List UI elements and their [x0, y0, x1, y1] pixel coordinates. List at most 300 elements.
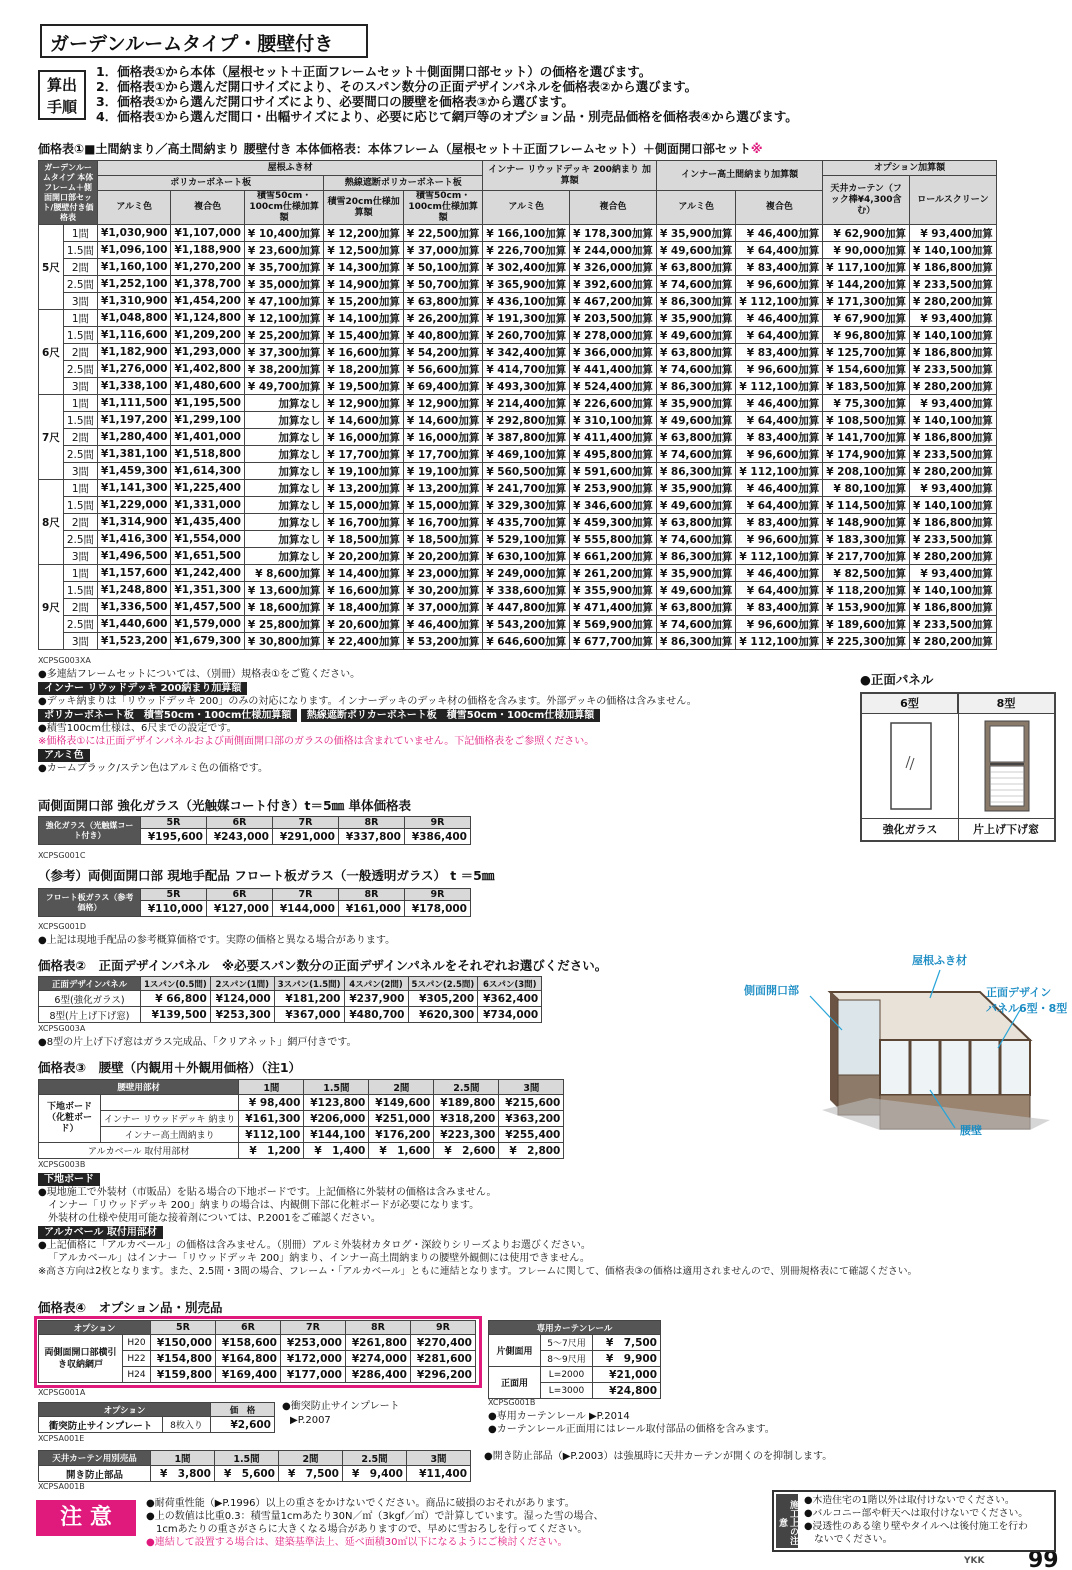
price-cell: ¥1,402,800	[171, 361, 244, 378]
table-row: 8〜9尺用 ¥ 9,900	[489, 1351, 661, 1367]
width-label: 2.5間	[63, 531, 97, 548]
price-cell: ¥ 661,200加算	[570, 548, 657, 565]
price-cell: ¥ 183,500加算	[823, 378, 910, 395]
price-cell: ¥ 56,600加算	[403, 361, 482, 378]
price-cell: ¥ 96,600加算	[736, 361, 823, 378]
rail-note-1: ●専用カーテンレール ▶P.2014	[488, 1411, 630, 1422]
table-row: 両側面開口部横引き収納網戸 H20 ¥150,000 ¥158,600 ¥253,000 ¥261,800 ¥270,400	[39, 1335, 476, 1351]
steps-badge: 算出 手順	[38, 70, 86, 120]
price-cell: ¥ 46,400加算	[736, 310, 823, 327]
price-cell: ¥ 74,600加算	[656, 361, 735, 378]
table-row	[39, 225, 997, 242]
price-cell: ¥ 46,400加算	[736, 395, 823, 412]
table1-notes: ●多連結フレームセットについては、（別冊）規格表①をご覧ください。 インナー リウッドデッキ 200納まり加算額 ●デッキ納まりは「リウッドデッキ 200」のみの対応になります。インナーデッキのデッキ材の価格を含みます。外部デッキの価格は含みません。 ポリカーボネート板 積雪50cm・100cm仕様加算額 熱線遮断ポリカーボネート板 積雪50cm・100cm仕様加算額 ●積雪100cm仕様は、6尺までの設定です。 ※価格表①には正面デザインパネルおよび両側面開口部のガラスの価格は含まれていません。下記価格表をご参照ください。 アルミ色 ●カームブラック/ステン色はアルミ色の価格です。	[38, 669, 697, 774]
price-cell: ¥ 411,400加算	[570, 429, 657, 446]
price-cell: ¥ 189,600加算	[823, 616, 910, 633]
price-cell: ¥ 14,300加算	[324, 259, 403, 276]
tempered-glass-panel-icon	[890, 722, 932, 810]
price-cell: ¥1,351,300	[171, 582, 244, 599]
attention-badge: 注 意	[36, 1500, 136, 1536]
price-cell: ¥ 114,500加算	[823, 497, 910, 514]
price-cell: ¥ 63,800加算	[656, 429, 735, 446]
table-row: アルカベール 取付用部材 ¥ 1,200 ¥ 1,400 ¥ 1,600 ¥ 2,600 ¥ 2,800	[39, 1143, 564, 1159]
price-cell: ¥1,679,300	[171, 633, 244, 650]
price-cell: ¥1,111,500	[98, 395, 171, 412]
width-label: 2間	[63, 429, 97, 446]
diagram-label-side: 側面開口部	[744, 984, 799, 997]
table1-col-high-alumi: アルミ色	[656, 191, 735, 225]
size-label: 7尺	[39, 395, 64, 480]
price-cell: ¥ 366,000加算	[570, 344, 657, 361]
table1-code: XCPSG003XA	[38, 656, 91, 665]
sash-window-panel-icon	[984, 720, 1030, 812]
price-cell: ¥ 25,800加算	[244, 616, 323, 633]
price-cell: ¥ 280,200加算	[910, 378, 997, 395]
price-cell: ¥ 86,300加算	[656, 293, 735, 310]
price-cell: ¥1,440,600	[98, 616, 171, 633]
width-label: 3間	[63, 633, 97, 650]
price-cell: ¥ 112,100加算	[736, 548, 823, 565]
price-cell: ¥ 186,800加算	[910, 344, 997, 361]
width-label: 1間	[63, 565, 97, 582]
price-cell: ¥ 96,800加算	[823, 327, 910, 344]
price-cell: ¥ 12,100加算	[244, 310, 323, 327]
price-cell: ¥ 225,300加算	[823, 633, 910, 650]
price-cell: ¥ 17,700加算	[324, 446, 403, 463]
table1-group-roof: 屋根ふき材	[98, 161, 483, 176]
width-label: 2.5間	[63, 276, 97, 293]
price-cell: ¥ 46,400加算	[736, 480, 823, 497]
price-cell: ¥ 63,800加算	[403, 293, 482, 310]
table1-group-poly: ポリカーボネート板	[98, 176, 324, 191]
price-cell: ¥1,276,000	[98, 361, 171, 378]
price-cell: ¥ 14,100加算	[324, 310, 403, 327]
price-cell: ¥ 310,100加算	[570, 412, 657, 429]
curtain-rail-table	[488, 1320, 661, 1399]
garden-room-diagram	[730, 950, 1060, 1150]
price-cell: ¥ 326,000加算	[570, 259, 657, 276]
price-cell: ¥ 16,600加算	[324, 582, 403, 599]
price-cell: ¥1,518,800	[171, 446, 244, 463]
price-cell: ¥ 19,500加算	[324, 378, 403, 395]
price-cell: ¥1,579,000	[171, 616, 244, 633]
price-cell: ¥ 75,300加算	[823, 395, 910, 412]
price-cell: ¥ 329,300加算	[483, 497, 570, 514]
price-cell: ¥ 17,700加算	[403, 446, 482, 463]
price-cell: ¥ 74,600加算	[656, 616, 735, 633]
table2-corner: 正面デザインパネル	[39, 977, 141, 991]
price-cell: ¥ 14,900加算	[324, 276, 403, 293]
page-number: 99	[1028, 1552, 1059, 1570]
price-cell: ¥ 10,400加算	[244, 225, 323, 242]
price-cell: ¥ 8,600加算	[244, 565, 323, 582]
price-cell: ¥ 35,900加算	[656, 480, 735, 497]
price-cell: ¥1,188,900	[171, 242, 244, 259]
width-label: 1.5間	[63, 497, 97, 514]
price-cell: ¥ 64,400加算	[736, 412, 823, 429]
price-cell: ¥ 15,200加算	[324, 293, 403, 310]
glass2-rowhead: フロート板ガラス（参考価格）	[39, 889, 141, 917]
price-cell: ¥ 82,500加算	[823, 565, 910, 582]
table-row	[39, 531, 997, 548]
table1-group-opt: オプション加算額	[823, 161, 997, 176]
price-cell: ¥ 86,300加算	[656, 633, 735, 650]
table2-note: ●8型の片上げ下げ窓はガラス完成品、「クリアネット」網戸付きです。	[38, 1037, 357, 1048]
price-cell: ¥ 35,900加算	[656, 225, 735, 242]
price-cell: ¥ 186,800加算	[910, 259, 997, 276]
rail-title: 専用カーテンレール	[489, 1321, 661, 1335]
price-cell: ¥ 302,400加算	[483, 259, 570, 276]
price-cell: ¥1,310,900	[98, 293, 171, 310]
price-cell: ¥1,197,200	[98, 412, 171, 429]
table-row: 下地ボード（化粧ボード） ¥ 98,400 ¥123,800 ¥149,600 ¥189,800 ¥215,600	[39, 1095, 564, 1111]
install-precautions-box: 施工上の注意 ●木造住宅の1階以外は取付けないでください。 ●バルコニー部や軒天へは取付けないでください。 ●浸透性のある塗り壁やタイルへは後付施工を行わ ないでください。	[772, 1490, 1056, 1552]
price-cell: ¥1,331,000	[171, 497, 244, 514]
price-cell: ¥ 20,200加算	[324, 548, 403, 565]
price-cell: ¥ 117,100加算	[823, 259, 910, 276]
price-cell: ¥ 226,600加算	[570, 395, 657, 412]
glass2-table: フロート板ガラス（参考価格） 5R 6R 7R 8R 9R ¥110,000 ¥127,000 ¥144,000 ¥161,000 ¥178,000	[38, 888, 471, 917]
price-cell: ¥ 233,500加算	[910, 276, 997, 293]
table-row	[39, 344, 997, 361]
price-cell: ¥1,314,900	[98, 514, 171, 531]
table-row	[39, 599, 997, 616]
price-cell: ¥ 280,200加算	[910, 293, 997, 310]
price-cell: ¥1,048,800	[98, 310, 171, 327]
price-cell: ¥1,195,500	[171, 395, 244, 412]
glass2-code: XCPSG001D	[38, 922, 87, 931]
price-cell: ¥ 46,400加算	[736, 225, 823, 242]
steps-list	[96, 64, 956, 124]
price-cell: ¥ 471,400加算	[570, 599, 657, 616]
price-cell: ¥ 19,100加算	[403, 463, 482, 480]
option-price-table: オプション 5R 6R 7R 8R 9R 両側面開口部横引き収納網戸 H20 ¥150,000 ¥158,600 ¥253,000 ¥261,800 ¥270,400 H22 ¥154,800 ¥164,800 ¥172,000 ¥274,000 ¥281,600 H24 ¥159,800 ¥169,400 ¥177,000 ¥286,400 ¥296,200	[38, 1320, 476, 1383]
table1-col-roll: ロールスクリーン	[910, 176, 997, 225]
price-cell: 加算なし	[244, 480, 323, 497]
price-cell: ¥ 249,000加算	[483, 565, 570, 582]
price-cell: ¥ 23,600加算	[244, 242, 323, 259]
front-panel-box: 6型 8型 強化ガラス 片上げ下げ窓	[860, 692, 1056, 842]
price-cell: ¥ 467,200加算	[570, 293, 657, 310]
price-cell: ¥ 183,300加算	[823, 531, 910, 548]
width-label: 1間	[63, 225, 97, 242]
price-cell: ¥ 469,100加算	[483, 446, 570, 463]
price-cell: ¥ 83,400加算	[736, 429, 823, 446]
table-row	[39, 480, 997, 497]
price-cell: ¥ 50,100加算	[403, 259, 482, 276]
width-label: 2.5間	[63, 616, 97, 633]
price-cell: ¥1,496,500	[98, 548, 171, 565]
rail-code: XCPSG001B	[488, 1398, 536, 1407]
price-cell: 加算なし	[244, 514, 323, 531]
price-cell: ¥ 18,200加算	[324, 361, 403, 378]
price-cell: ¥ 560,500加算	[483, 463, 570, 480]
price-cell: 加算なし	[244, 463, 323, 480]
price-cell: ¥ 555,800加算	[570, 531, 657, 548]
price-cell: 加算なし	[244, 429, 323, 446]
price-cell: ¥ 435,700加算	[483, 514, 570, 531]
price-cell: 加算なし	[244, 412, 323, 429]
price-cell: ¥ 233,500加算	[910, 616, 997, 633]
price-cell: ¥ 125,700加算	[823, 344, 910, 361]
table-row	[39, 310, 997, 327]
price-cell: ¥1,252,100	[98, 276, 171, 293]
price-cell: 加算なし	[244, 548, 323, 565]
price-cell: ¥1,401,000	[171, 429, 244, 446]
price-cell: ¥1,270,200	[171, 259, 244, 276]
price-cell: ¥ 140,100加算	[910, 412, 997, 429]
width-label: 1.5間	[63, 327, 97, 344]
price-cell: ¥ 112,100加算	[736, 633, 823, 650]
price-cell: ¥ 49,600加算	[656, 497, 735, 514]
price-cell: ¥ 63,800加算	[656, 344, 735, 361]
width-label: 2間	[63, 344, 97, 361]
price-cell: ¥ 186,800加算	[910, 599, 997, 616]
table3-title: 価格表③ 腰壁（内観用＋外観用価格）（注1）	[38, 1060, 302, 1075]
table1-col-snow50: 積雪50cm・100cm仕様加算額	[244, 191, 323, 225]
price-cell: ¥ 15,400加算	[324, 327, 403, 344]
price-cell: ¥ 217,700加算	[823, 548, 910, 565]
price-cell: ¥ 280,200加算	[910, 463, 997, 480]
table-row	[39, 514, 997, 531]
price-cell: ¥ 15,000加算	[403, 497, 482, 514]
price-cell: ¥ 30,200加算	[403, 582, 482, 599]
price-cell: ¥1,248,800	[98, 582, 171, 599]
table-row: L=3000 ¥24,800	[489, 1383, 661, 1399]
table-row	[39, 582, 997, 599]
table4-code: XCPSG001A	[38, 1388, 86, 1397]
table-row: 衝突防止サインプレート 8枚入り ¥2,600	[39, 1417, 275, 1433]
price-cell: ¥ 174,900加算	[823, 446, 910, 463]
price-cell: ¥ 140,100加算	[910, 582, 997, 599]
glass1-title: 両側面開口部 強化ガラス（光触媒コート付き）t＝5㎜ 単体価格表	[38, 798, 412, 813]
price-cell: ¥ 37,000加算	[403, 599, 482, 616]
price-cell: ¥ 338,600加算	[483, 582, 570, 599]
price-cell: ¥ 630,100加算	[483, 548, 570, 565]
price-cell: ¥ 569,900加算	[570, 616, 657, 633]
price-cell: ¥1,030,900	[98, 225, 171, 242]
price-cell: ¥ 524,400加算	[570, 378, 657, 395]
size-label: 5尺	[39, 225, 64, 310]
width-label: 3間	[63, 378, 97, 395]
price-cell: ¥ 108,500加算	[823, 412, 910, 429]
table1-body	[39, 225, 997, 650]
price-cell: ¥ 35,000加算	[244, 276, 323, 293]
price-cell: ¥ 112,100加算	[736, 378, 823, 395]
price-cell: ¥ 50,700加算	[403, 276, 482, 293]
price-cell: ¥1,182,900	[98, 344, 171, 361]
price-cell: ¥ 414,700加算	[483, 361, 570, 378]
price-cell: ¥ 40,800加算	[403, 327, 482, 344]
price-cell: ¥ 233,500加算	[910, 531, 997, 548]
price-cell: ¥1,124,800	[171, 310, 244, 327]
size-label: 6尺	[39, 310, 64, 395]
price-cell: ¥ 495,800加算	[570, 446, 657, 463]
price-cell: ¥1,454,200	[171, 293, 244, 310]
price-cell: ¥1,523,200	[98, 633, 171, 650]
price-cell: ¥1,480,600	[171, 378, 244, 395]
table-row	[39, 616, 997, 633]
price-cell: ¥ 74,600加算	[656, 276, 735, 293]
table-row	[39, 395, 997, 412]
price-cell: ¥ 23,000加算	[403, 565, 482, 582]
price-cell: ¥ 35,900加算	[656, 310, 735, 327]
price-cell: ¥ 74,600加算	[656, 446, 735, 463]
width-label: 1間	[63, 480, 97, 497]
price-cell: ¥ 171,300加算	[823, 293, 910, 310]
width-label: 1間	[63, 310, 97, 327]
price-cell: ¥ 49,600加算	[656, 412, 735, 429]
table-row: 片側面用 5〜7尺用 ¥ 7,500	[489, 1335, 661, 1351]
price-cell: ¥ 112,100加算	[736, 463, 823, 480]
price-cell: ¥1,116,600	[98, 327, 171, 344]
price-cell: ¥ 83,400加算	[736, 344, 823, 361]
price-cell: ¥ 35,700加算	[244, 259, 323, 276]
price-cell: ¥ 49,600加算	[656, 327, 735, 344]
table1-corner: ガーデンルームタイプ 本体フレーム＋側面開口部セット/腰壁付き価格表	[39, 161, 98, 225]
table1-col-high-fukugo: 複合色	[736, 191, 823, 225]
price-cell: ¥1,107,000	[171, 225, 244, 242]
curtain-parts-table: 天井カーテン用別売品 1間 1.5間 2間 2.5間 3間 開き防止部品 ¥ 3,800 ¥ 5,600 ¥ 7,500 ¥ 9,400 ¥11,400	[38, 1450, 471, 1482]
table-row	[39, 242, 997, 259]
table1-col-fukugo: 複合色	[171, 191, 244, 225]
table-row: インナー リウッドデッキ 納まり ¥161,300 ¥206,000 ¥251,000 ¥318,200 ¥363,200	[39, 1111, 564, 1127]
price-cell: ¥ 90,000加算	[823, 242, 910, 259]
price-cell: ¥ 355,900加算	[570, 582, 657, 599]
price-cell: ¥1,141,300	[98, 480, 171, 497]
table-row	[39, 259, 997, 276]
table-row	[39, 446, 997, 463]
price-cell: ¥ 591,600加算	[570, 463, 657, 480]
price-cell: ¥ 278,000加算	[570, 327, 657, 344]
price-cell: 加算なし	[244, 497, 323, 514]
price-cell: 加算なし	[244, 531, 323, 548]
table-row	[39, 412, 997, 429]
price-cell: ¥1,299,100	[171, 412, 244, 429]
price-cell: ¥ 543,200加算	[483, 616, 570, 633]
table-row: H22 ¥154,800 ¥164,800 ¥172,000 ¥274,000 ¥281,600	[39, 1351, 476, 1367]
size-label: 8尺	[39, 480, 64, 565]
table1-col-deck-alumi: アルミ色	[483, 191, 570, 225]
price-cell: ¥ 14,400加算	[324, 565, 403, 582]
width-label: 2間	[63, 599, 97, 616]
width-label: 3間	[63, 548, 97, 565]
price-cell: ¥ 93,400加算	[910, 225, 997, 242]
price-cell: ¥1,378,700	[171, 276, 244, 293]
table4-title: 価格表④ オプション品・別売品	[38, 1300, 223, 1315]
price-cell: ¥1,614,300	[171, 463, 244, 480]
table3-notes: 下地ボード ●現地施工で外装材（市販品）を貼る場合の下地ボードです。上記価格に外装材の価格は含みません。 インナー「リウッドデッキ 200」納まりの場合は、内観側下部に化粧ボードが必要になります。 外装材の仕様や使用可能な接着剤については、P.2001をご確認ください。 アルカベール 取付用部材 ●上記価格に「アルカベール」の価格は含みません。（別冊）アルミ外装材カタログ・深絞りシリーズよりお選びください。 「アルカベール」はインナー「リウッドデッキ 200」納まり、インナー高土間納まりの腰壁外観側には使用できません。 ※高さ方向は2枚となります。また、2.5間・3間の場合、フレーム・「アルカベール」ともに連結となります。フレームに関して、価格表③の価格は適用されませんので、別冊規格表にて確認ください。	[38, 1174, 918, 1277]
width-label: 1.5間	[63, 242, 97, 259]
price-cell: ¥ 261,200加算	[570, 565, 657, 582]
step-4: 4．価格表①から選んだ間口・出幅サイズにより、必要に応じて網戸等のオプション品・別売品価格を価格表④から選びます。	[96, 109, 798, 124]
price-cell: ¥ 63,800加算	[656, 599, 735, 616]
table3-code: XCPSG003B	[38, 1160, 86, 1169]
price-cell: ¥ 37,300加算	[244, 344, 323, 361]
price-cell: ¥ 83,400加算	[736, 599, 823, 616]
price-cell: ¥ 226,700加算	[483, 242, 570, 259]
price-cell: ¥ 166,100加算	[483, 225, 570, 242]
price-cell: ¥ 260,700加算	[483, 327, 570, 344]
table-row	[39, 463, 997, 480]
price-cell: ¥ 153,900加算	[823, 599, 910, 616]
price-cell: ¥ 93,400加算	[910, 565, 997, 582]
price-cell: ¥ 233,500加算	[910, 446, 997, 463]
plate-code: XCPSA001E	[38, 1434, 85, 1443]
price-cell: ¥1,160,100	[98, 259, 171, 276]
price-cell: ¥ 93,400加算	[910, 310, 997, 327]
price-cell: ¥ 141,700加算	[823, 429, 910, 446]
price-cell: ¥ 96,600加算	[736, 276, 823, 293]
table1-group-heat: 熱線遮断ポリカーボネート板	[324, 176, 483, 191]
table1-group-high: インナー高土間納まり加算額	[656, 161, 822, 191]
price-cell: ¥ 93,400加算	[910, 480, 997, 497]
price-cell: ¥ 53,200加算	[403, 633, 482, 650]
price-cell: ¥ 140,100加算	[910, 327, 997, 344]
price-cell: ¥ 35,900加算	[656, 395, 735, 412]
table1-title: 価格表①■土間納まり／高土間納まり 腰壁付き 本体価格表：本体フレーム（屋根セット＋正面フレームセット）＋側面開口部セット※	[38, 142, 763, 156]
table-row	[39, 548, 997, 565]
price-cell: ¥ 346,600加算	[570, 497, 657, 514]
price-cell: ¥1,381,100	[98, 446, 171, 463]
price-cell: ¥ 12,200加算	[324, 225, 403, 242]
price-cell: ¥ 208,100加算	[823, 463, 910, 480]
table2-code: XCPSG003A	[38, 1024, 86, 1033]
glass2-note: ●上記は現地手配品の参考概算価格です。実際の価格と異なる場合があります。	[38, 935, 396, 946]
price-cell: ¥ 22,400加算	[324, 633, 403, 650]
price-cell: ¥ 54,200加算	[403, 344, 482, 361]
price-cell: ¥ 292,800加算	[483, 412, 570, 429]
table1-col-deck-fukugo: 複合色	[570, 191, 657, 225]
main-price-table	[38, 160, 997, 650]
price-cell: ¥ 30,800加算	[244, 633, 323, 650]
price-cell: ¥ 186,800加算	[910, 514, 997, 531]
table1-col-snow20: 積雪20cm仕様加算額	[324, 191, 403, 225]
price-cell: ¥ 646,600加算	[483, 633, 570, 650]
price-cell: ¥1,096,100	[98, 242, 171, 259]
price-cell: ¥ 16,000加算	[403, 429, 482, 446]
price-cell: ¥1,435,400	[171, 514, 244, 531]
price-cell: ¥ 140,100加算	[910, 242, 997, 259]
price-cell: ¥ 253,900加算	[570, 480, 657, 497]
price-cell: ¥1,280,400	[98, 429, 171, 446]
price-cell: ¥ 112,100加算	[736, 293, 823, 310]
sign-plate-table: オプション 価 格 衝突防止サインプレート 8枚入り ¥2,600	[38, 1402, 275, 1433]
price-cell: ¥ 191,300加算	[483, 310, 570, 327]
glass2-title: （参考）両側面開口部 現地手配品 フロート板ガラス（一般透明ガラス） t ＝5㎜	[38, 868, 495, 883]
price-cell: ¥ 67,900加算	[823, 310, 910, 327]
width-label: 2.5間	[63, 361, 97, 378]
table-row	[39, 429, 997, 446]
price-cell: ¥1,242,400	[171, 565, 244, 582]
price-cell: ¥ 144,200加算	[823, 276, 910, 293]
table3-corner: 腰壁用部材	[39, 1080, 239, 1095]
width-label: 3間	[63, 293, 97, 310]
table1-group-deck: インナー リウッドデッキ 200納まり 加算額	[483, 161, 657, 191]
price-cell: ¥ 83,400加算	[736, 514, 823, 531]
price-cell: ¥ 86,300加算	[656, 548, 735, 565]
price-cell: ¥1,157,600	[98, 565, 171, 582]
width-label: 1.5間	[63, 412, 97, 429]
price-cell: ¥ 12,900加算	[403, 395, 482, 412]
diagram-label-front1: 正面デザイン	[986, 986, 1052, 999]
table-row: インナー高土間納まり ¥112,100 ¥144,100 ¥176,200 ¥223,300 ¥255,400	[39, 1127, 564, 1143]
price-cell: ¥ 96,600加算	[736, 616, 823, 633]
price-cell: ¥ 19,100加算	[324, 463, 403, 480]
price-cell: ¥ 677,700加算	[570, 633, 657, 650]
glass1-rowhead: 強化ガラス（光触媒コート付き）	[39, 817, 141, 845]
diagram-label-wall: 腰壁	[960, 1124, 982, 1137]
